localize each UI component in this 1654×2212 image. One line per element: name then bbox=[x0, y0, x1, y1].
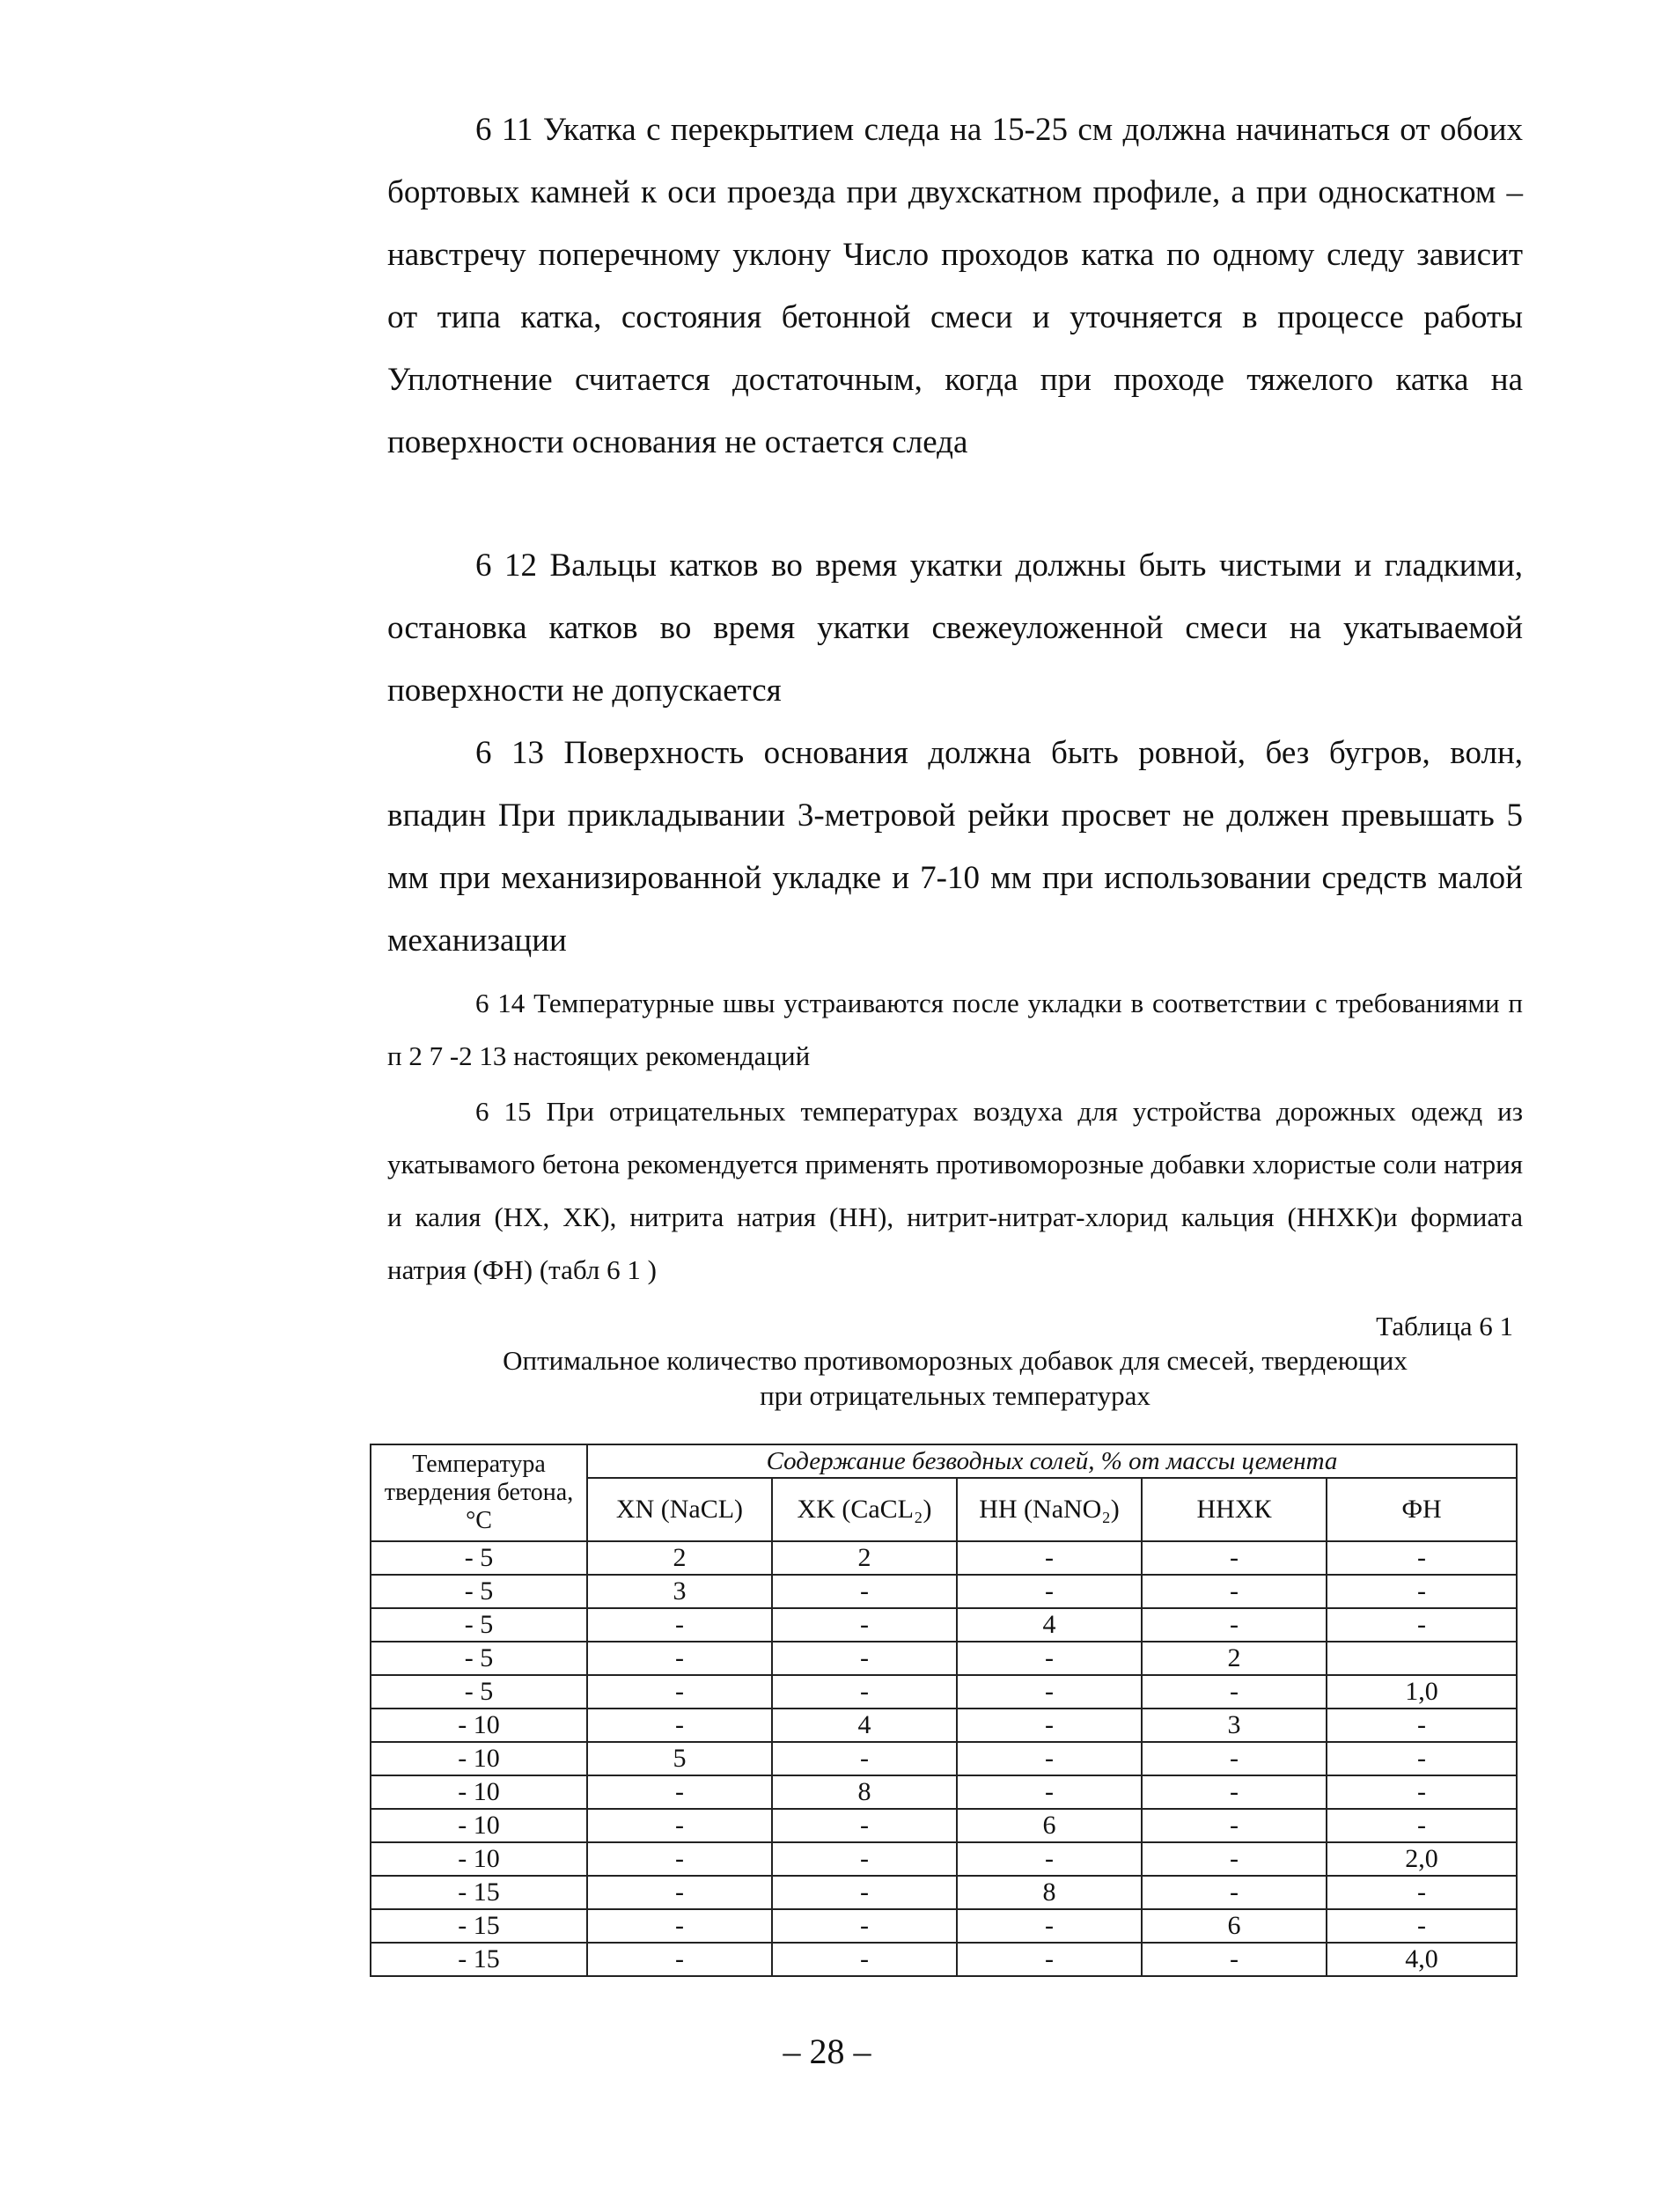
cell-temp: - 10 bbox=[371, 1709, 587, 1742]
cell-nnxk: - bbox=[1142, 1809, 1327, 1842]
cell-xk: - bbox=[772, 1809, 957, 1842]
table-row bbox=[371, 1742, 1517, 1775]
cell-xk: - bbox=[772, 1943, 957, 1976]
cell-nn: - bbox=[957, 1775, 1142, 1809]
cell-xn: - bbox=[587, 1675, 772, 1709]
cell-fn: 1,0 bbox=[1327, 1675, 1517, 1709]
table-row bbox=[371, 1675, 1517, 1709]
cell-temp: - 5 bbox=[371, 1642, 587, 1675]
cell-fn: - bbox=[1327, 1742, 1517, 1775]
cell-fn: - bbox=[1327, 1575, 1517, 1608]
cell-temp: - 10 bbox=[371, 1809, 587, 1842]
cell-fn: 2,0 bbox=[1327, 1842, 1517, 1876]
cell-fn: - bbox=[1327, 1809, 1517, 1842]
cell-xn: - bbox=[587, 1709, 772, 1742]
table-row bbox=[371, 1642, 1517, 1675]
cell-xn: - bbox=[587, 1608, 772, 1642]
cell-nn: - bbox=[957, 1541, 1142, 1575]
table-row bbox=[371, 1909, 1517, 1943]
table-row bbox=[371, 1876, 1517, 1909]
table-row bbox=[371, 1809, 1517, 1842]
cell-nn: - bbox=[957, 1709, 1142, 1742]
table-row bbox=[371, 1541, 1517, 1575]
cell-xk: - bbox=[772, 1909, 957, 1943]
cell-xn: 5 bbox=[587, 1742, 772, 1775]
header-xn: XN (NaCL) bbox=[587, 1478, 772, 1541]
table-row bbox=[371, 1608, 1517, 1642]
cell-fn: - bbox=[1327, 1909, 1517, 1943]
header-temperature: Температура твердения бетона, °С bbox=[371, 1444, 587, 1541]
header-nnxk: ННХК bbox=[1142, 1478, 1327, 1541]
cell-temp: - 15 bbox=[371, 1943, 587, 1976]
cell-xk: - bbox=[772, 1642, 957, 1675]
cell-fn: - bbox=[1327, 1541, 1517, 1575]
paragraph-6-11: 6 11 Укатка с перекрытием следа на 15-25 см должна начинаться от обоих бортовых камней к оси проезда при двухскатном профиле, а при односкатном – навстречу поперечному уклону Число проходов катка по одному следу зависит от типа катка, состояния бетонной смеси и уточняется в процессе работы Уплотнение считается достаточным, когда при проходе тяжелого катка на поверхности основания не остается следа bbox=[387, 112, 1523, 460]
cell-fn: - bbox=[1327, 1775, 1517, 1809]
cell-fn bbox=[1327, 1642, 1517, 1675]
cell-nn: - bbox=[957, 1675, 1142, 1709]
cell-xk: - bbox=[772, 1742, 957, 1775]
cell-nn: - bbox=[957, 1842, 1142, 1876]
cell-fn: 4,0 bbox=[1327, 1943, 1517, 1976]
cell-xk: 8 bbox=[772, 1775, 957, 1809]
table-row bbox=[371, 1575, 1517, 1608]
cell-nn: - bbox=[957, 1909, 1142, 1943]
cell-xk: - bbox=[772, 1608, 957, 1642]
cell-nn: 8 bbox=[957, 1876, 1142, 1909]
cell-fn: - bbox=[1327, 1608, 1517, 1642]
cell-nnxk: - bbox=[1142, 1842, 1327, 1876]
cell-xk: 2 bbox=[772, 1541, 957, 1575]
header-fn: ФН bbox=[1327, 1478, 1517, 1541]
cell-xn: - bbox=[587, 1775, 772, 1809]
cell-xn: - bbox=[587, 1876, 772, 1909]
cell-xn: - bbox=[587, 1842, 772, 1876]
cell-nnxk: - bbox=[1142, 1943, 1327, 1976]
cell-temp: - 15 bbox=[371, 1876, 587, 1909]
cell-temp: - 5 bbox=[371, 1575, 587, 1608]
header-nn: НН (NaNO₂) bbox=[957, 1478, 1142, 1541]
table-label: Таблица 6 1 bbox=[1376, 1311, 1513, 1341]
paragraph-6-14: 6 14 Температурные швы устраиваются после укладки в соответствии с требованиями п п 2 7 -2 13 настоящих рекомендаций bbox=[387, 988, 1523, 1071]
cell-xn: - bbox=[587, 1642, 772, 1675]
cell-xn: 2 bbox=[587, 1541, 772, 1575]
cell-temp: - 5 bbox=[371, 1541, 587, 1575]
additives-table bbox=[370, 1444, 1518, 1977]
cell-nn: - bbox=[957, 1642, 1142, 1675]
cell-nnxk: - bbox=[1142, 1541, 1327, 1575]
cell-fn: - bbox=[1327, 1709, 1517, 1742]
cell-nnxk: 2 bbox=[1142, 1642, 1327, 1675]
cell-nnxk: - bbox=[1142, 1608, 1327, 1642]
cell-nn: - bbox=[957, 1943, 1142, 1976]
table-caption bbox=[387, 1343, 1523, 1414]
cell-xk: 4 bbox=[772, 1709, 957, 1742]
cell-nn: - bbox=[957, 1575, 1142, 1608]
cell-nn: - bbox=[957, 1742, 1142, 1775]
cell-fn: - bbox=[1327, 1876, 1517, 1909]
cell-temp: - 10 bbox=[371, 1775, 587, 1809]
cell-temp: - 5 bbox=[371, 1608, 587, 1642]
table-caption-line-2: при отрицательных температурах bbox=[760, 1380, 1150, 1411]
cell-temp: - 10 bbox=[371, 1842, 587, 1876]
cell-nnxk: - bbox=[1142, 1775, 1327, 1809]
table-row bbox=[371, 1842, 1517, 1876]
cell-xn: - bbox=[587, 1909, 772, 1943]
header-salt-content: Содержание безводных солей, % от массы цемента bbox=[587, 1444, 1517, 1478]
cell-temp: - 5 bbox=[371, 1675, 587, 1709]
cell-temp: - 10 bbox=[371, 1742, 587, 1775]
cell-nn: 4 bbox=[957, 1608, 1142, 1642]
cell-xk: - bbox=[772, 1675, 957, 1709]
cell-xk: - bbox=[772, 1876, 957, 1909]
paragraph-6-13: 6 13 Поверхность основания должна быть ровной, без бугров, волн, впадин При прикладывании 3-метровой рейки просвет не должен превышать 5 мм при механизированной укладке и 7-10 мм при использовании средств малой механизации bbox=[387, 735, 1523, 959]
cell-nnxk: - bbox=[1142, 1675, 1327, 1709]
cell-nnxk: 6 bbox=[1142, 1909, 1327, 1943]
paragraph-6-12: 6 12 Вальцы катков во время укатки должны быть чистыми и гладкими, остановка катков во время укатки свежеуложенной смеси на укатываемой поверхности не допускается bbox=[387, 547, 1523, 709]
cell-xk: - bbox=[772, 1575, 957, 1608]
cell-xn: 3 bbox=[587, 1575, 772, 1608]
cell-xk: - bbox=[772, 1842, 957, 1876]
cell-nnxk: - bbox=[1142, 1742, 1327, 1775]
cell-xn: - bbox=[587, 1809, 772, 1842]
paragraph-6-15: 6 15 При отрицательных температурах воздуха для устройства дорожных одежд из укатывамого бетона рекомендуется применять противоморозные добавки хлористые соли натрия и калия (НХ, ХК), нитрита натрия (НН), нитрит-нитрат-хлорид кальция (ННХК)и формиата натрия (ФН) (табл 6 1 ) bbox=[387, 1096, 1523, 1285]
cell-nnxk: - bbox=[1142, 1876, 1327, 1909]
cell-temp: - 15 bbox=[371, 1909, 587, 1943]
cell-nn: 6 bbox=[957, 1809, 1142, 1842]
cell-nnxk: 3 bbox=[1142, 1709, 1327, 1742]
table-caption-line-1: Оптимальное количество противоморозных добавок для смесей, твердеющих bbox=[503, 1345, 1408, 1376]
cell-xn: - bbox=[587, 1943, 772, 1976]
cell-nnxk: - bbox=[1142, 1575, 1327, 1608]
page-number: – 28 – bbox=[783, 2032, 871, 2071]
header-xk: XK (CaCL₂) bbox=[772, 1478, 957, 1541]
table-row bbox=[371, 1775, 1517, 1809]
table-row bbox=[371, 1709, 1517, 1742]
table-row bbox=[371, 1943, 1517, 1976]
